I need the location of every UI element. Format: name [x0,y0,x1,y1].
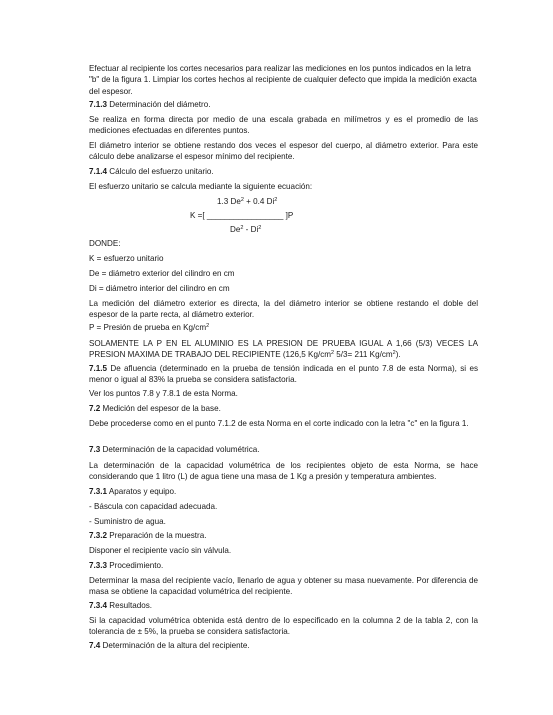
exponent: 2 [274,197,278,203]
aluminio-text: 5/3= 211 Kg/cm [334,350,393,360]
aluminio-text: ). [395,350,401,360]
heading-text: Medición del espesor de la base. [100,404,221,413]
heading-7-1-5 [89,363,478,386]
heading-number: 7.3.4 [89,601,108,610]
heading-text: Procedimiento. [107,561,164,570]
heading-number: 7.1.4 [89,167,108,176]
paragraph-donde: DONDE: [89,239,121,248]
heading-text: Determinación del diámetro. [107,100,211,109]
definition-di: Di = diámetro interior del cilindro en cm [89,284,230,293]
heading-7-3-3 [89,560,478,571]
heading-text: Determinación de la altura del recipiente. [100,641,250,650]
paragraph-aluminio [89,338,478,361]
exponent: 2 [240,197,244,203]
paragraph-resultados: Si la capacidad volumétrica obtenida está dentro de lo especificado en la columna 2 de la tabla 2, con la tolerancia de ± 5%, la prueba se considera satisfactoria. [89,616,478,637]
exponent: 2 [392,350,396,357]
paragraph-capacidad: La determinación de la capacidad volumétrica de los recipientes objeto de esta Norma, se hace considerando que 1 litro (L) de agua tiene una masa de 1 Kg a presión y temperatura ambientes. [89,461,478,482]
heading-7-3-2 [89,530,478,541]
heading-text: Aparatos y equipo. [107,487,177,496]
heading-text: Determinación de la capacidad volumétrica. [100,445,260,454]
pressure-text: P = Presión de prueba en Kg/cm [89,323,207,332]
equation-denominator-term: De [230,225,241,234]
equation-numerator-term: + 0.4 Di [243,197,275,206]
heading-number: 7.1.5 [89,364,108,373]
heading-text: De afluencia (determinado en la prueba de tensión indicada en el punto 7.8 de esta Norma), si es menor o igual al 83% la prueba se considera satisfactoria. [89,364,478,385]
heading-7-1-4 [89,166,478,177]
exponent: 2 [206,323,210,329]
equation-numerator-term: 1.3 De [217,197,241,206]
paragraph-disponer: Disponer el recipiente vacío sin válvula. [89,546,232,555]
heading-7-3-1 [89,486,478,497]
heading-number: 7.3 [89,445,101,454]
paragraph-debe-procederse: Debe procederse como en el punto 7.1.2 de esta Norma en el corte indicado con la letra "c" en la figura 1. [89,419,469,428]
heading-7-4 [89,640,478,651]
list-item-bascula: - Báscula con capacidad adecuada. [89,502,218,511]
exponent: 2 [258,225,262,231]
heading-7-2 [89,403,478,414]
heading-number: 7.3.3 [89,561,108,570]
paragraph-ver-puntos: Ver los puntos 7.8 y 7.8.1 de esta Norma. [89,389,238,398]
equation-numerator [217,196,277,207]
exponent: 2 [240,225,244,231]
heading-number: 7.4 [89,641,101,650]
paragraph-determinar-masa: Determinar la masa del recipiente vacío, llenarlo de agua y obtener su masa nuevamente. Por diferencia de masa se obtiene la capacidad volumétrica del recipiente. [89,576,478,597]
paragraph-diametro-interior: El diámetro interior se obtiene restando dos veces el espesor del cuerpo, al diámetro exterior. Para este cálculo debe analizarse el espesor mínimo del recipiente. [89,141,478,162]
heading-text: Cálculo del esfuerzo unitario. [107,167,214,176]
equation-fraction-line: K =[ _________________ ]P [190,211,294,220]
aluminio-text: SOLAMENTE LA P EN EL ALUMINIO ES LA PRESION DE PRUEBA IGUAL A 1,66 (5/3) VECES LA PRESION MAXIMA DE TRABAJO DEL RECIPIENTE (126,5 Kg/cm [89,339,478,360]
definition-p [89,322,478,333]
heading-text: Preparación de la muestra. [107,531,207,540]
heading-7-3 [89,444,478,455]
equation-denominator [230,224,261,235]
heading-7-3-4 [89,600,478,611]
heading-7-1-3 [89,99,478,110]
list-item-agua: - Suministro de agua. [89,517,166,526]
paragraph-medicion-diametro: La medición del diámetro exterior es directa, la del diámetro interior se obtiene restando el doble del espesor de la parte recta, al diámetro exterior. [89,299,478,320]
paragraph-cortes: Efectuar al recipiente los cortes necesarios para realizar las mediciones en los puntos indicados en la letra "b" de la figura 1. Limpiar los cortes hechos al recipiente de cualquier defecto que impida la medición exacta del espesor. [89,64,477,96]
exponent: 2 [330,350,335,357]
heading-text: Resultados. [107,601,153,610]
heading-number: 7.2 [89,404,101,413]
definition-k: K = esfuerzo unitario [89,254,164,263]
equation-denominator-term: - Di [243,225,259,234]
paragraph-ecuacion-intro: El esfuerzo unitario se calcula mediante la siguiente ecuación: [89,182,313,191]
heading-number: 7.3.2 [89,531,108,540]
paragraph-escala: Se realiza en forma directa por medio de una escala grabada en milímetros y es el promedio de las mediciones efectuadas en diferentes puntos. [89,115,478,136]
heading-number: 7.1.3 [89,100,108,109]
heading-number: 7.3.1 [89,487,108,496]
definition-de: De = diámetro exterior del cilindro en cm [89,269,235,278]
